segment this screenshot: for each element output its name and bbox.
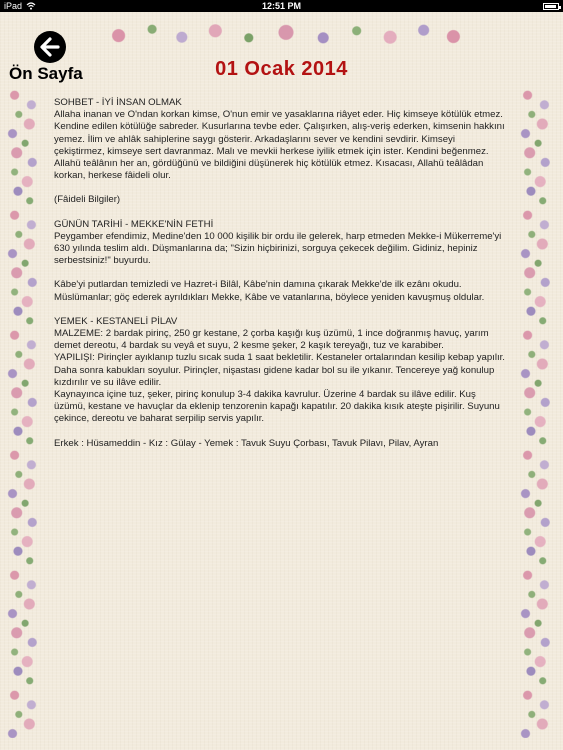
sohbet-body: Allaha inanan ve O'ndan korkan kimse, O'nun emir ve yasaklarına riâyet eder. Hiç kimseye kötülük etmez. Kendine edilen kötülüğe sabreder. Kusurlarına tevbe eder. Çalışırken, alış-veriş ederken, kimsenin hakkını yemez. İlim ve ahlâk sahiplerine saygı gösterir. Arkadaşlarını sever ve kendini sevdirir. Kimseyi çekiştirmez, kimseye sert davranmaz. Malı ve mevkii herkese iyilik etmek için ister. Kendini beğenmez. Allahü teâlânın her an, gördüğünü ve bildiğini düşünerek hiç kötülük etmez. Kısacası, Allahü teâlâdan korkan, herkese fâideli olur. — [54, 109, 505, 182]
tarih-body-2: Kâbe'yi putlardan temizledi ve Hazret-i Bilâl, Kâbe'nin damına çıkarak Mekke'de ilk ezânı okudu. Müslümanlar; göç ederek ayrıldıkları Mekke, Kâbe ve vatanlarına, böylece yeniden kavuşmuş oldular. — [54, 279, 485, 303]
sohbet-source: (Fâideli Bilgiler) — [54, 194, 121, 206]
status-bar — [0, 0, 563, 12]
floral-border-right — [515, 88, 557, 738]
yemek-devam: Kaynayınca içine tuz, şeker, pirinç konulup 3-4 dakika kavrulur. Üzerine 4 bardak su ilâve edilir. Kuş üzümü, kestane ve havuçlar da eklenip tenzorenin kapağı kapatılır. 20 dakika kısık ateşte pişirilir. Suyunu çekince, dereotu ve baharat serpilip servis yapılır. — [54, 389, 500, 425]
yemek-yapilisi: YAPILIŞI: Pirinçler ayıklanıp tuzlu sıcak suda 1 saat bekletilir. Kestaneler ortalarından kesilip kebap yapılır. Daha sonra kabukları soyulur. Pirinçler, nişastası gidene kadar bol su ile yıkanır. Tencereye yağ konulup kızdırılır ve su ilâve edilir. — [54, 352, 505, 388]
page-title: 01 Ocak 2014 — [215, 58, 348, 80]
yemek-malzeme: MALZEME: 2 bardak pirinç, 250 gr kestane, 2 çorba kaşığı kuş üzümü, 1 ince doğranmış havuç, yarım demet dereotu, 4 bardak su veyâ et suyu, 2 kesme şeker, 2 kaşık tereyağı, tuz ve karabiber. — [54, 328, 489, 352]
back-button-label[interactable]: Ön Sayfa — [9, 64, 83, 83]
sohbet-heading: SOHBET - İYİ İNSAN OLMAK — [54, 97, 182, 108]
arrow-left-icon — [39, 36, 61, 58]
battery-icon — [543, 3, 559, 10]
article-content — [54, 97, 506, 450]
tarih-body-1: Peygamber efendimiz, Medine'den 10 000 kişilik bir ordu ile gelerek, harp etmeden Mekke-i Mükerreme'yi 630 yılında teslim aldı. Düşmanlarına da; "Sizin hiçbirinizi, sorguya çekecek değilim. Gidiniz, hepiniz serbestsiniz!" buyurdu. — [54, 230, 502, 267]
yemek-heading: YEMEK - KESTANELİ PİLAV — [54, 315, 178, 327]
floral-garland-decoration — [100, 18, 472, 50]
tarih-heading: GÜNÜN TARİHİ - MEKKE'NİN FETHİ — [54, 218, 214, 230]
floral-border-left — [2, 88, 44, 738]
names-of-the-day: Erkek : Hüsameddin - Kız : Gülay - Yemek : Tavuk Suyu Çorbası, Tavuk Pilavı, Pilav, Ayran — [54, 437, 439, 449]
status-clock: 12:51 PM — [261, 1, 302, 11]
carrier-label: iPad — [4, 1, 23, 11]
